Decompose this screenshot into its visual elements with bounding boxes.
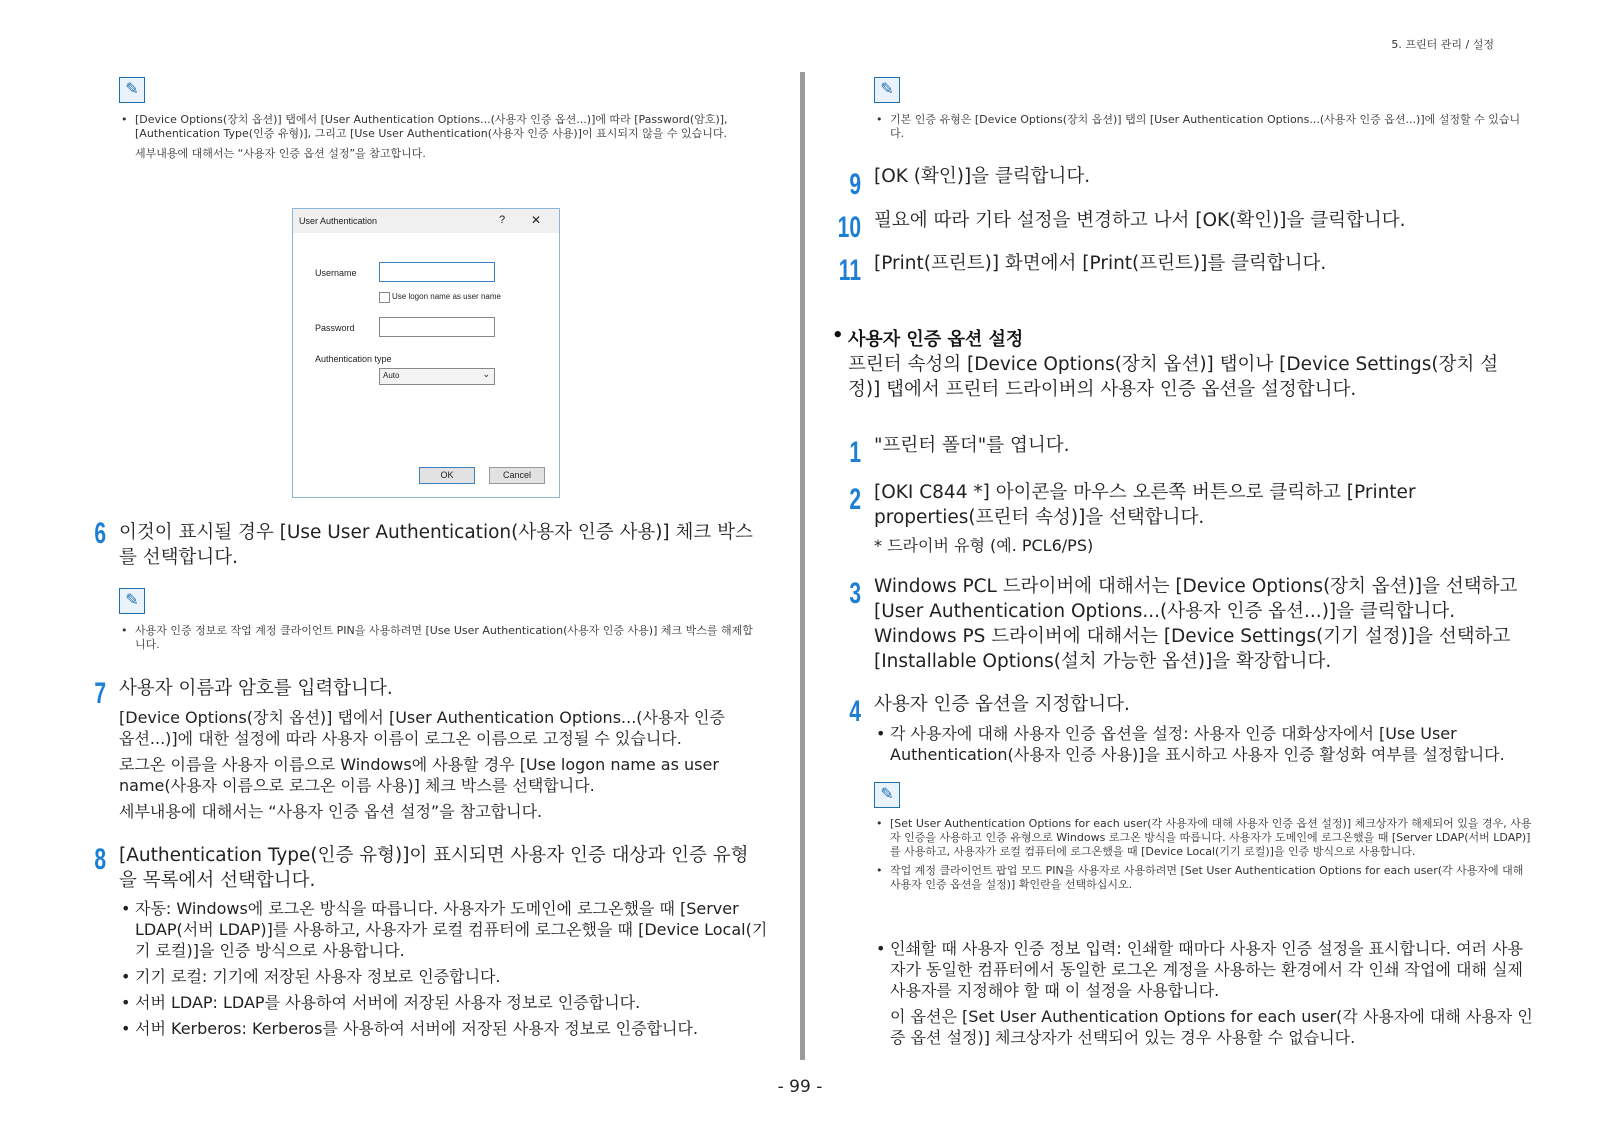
page-number: - 99 - xyxy=(777,1077,823,1097)
step-text: [OKI C844 *] 아이콘을 마우스 오른쪽 버튼으로 클릭하고 [Printer properties(프린터 속성)]을 선택합니다. xyxy=(874,482,1416,528)
step-text: 이것이 표시될 경우 [Use User Authentication(사용자 인증 사용)] 체크 박스를 선택합니다. xyxy=(119,522,753,568)
step-text: [Authentication Type(인증 유형)]이 표시되면 사용자 인증 대상과 인증 유형을 목록에서 선택합니다. xyxy=(119,845,749,891)
username-input[interactable] xyxy=(379,262,495,282)
list-item: • 기기 로컬: 기기에 저장된 사용자 정보로 인증합니다. xyxy=(119,966,779,987)
option-list xyxy=(119,898,779,1044)
step-number: 4 xyxy=(849,695,861,728)
step-body xyxy=(119,707,729,822)
step-number: 3 xyxy=(849,577,861,610)
close-icon[interactable]: ✕ xyxy=(531,213,542,227)
logon-checkbox[interactable] xyxy=(379,292,390,303)
list-item xyxy=(874,938,1534,1048)
step-number: 2 xyxy=(849,483,861,516)
note-box xyxy=(119,624,759,652)
username-label: Username xyxy=(315,268,357,278)
ok-button[interactable]: OK xyxy=(419,467,475,484)
step-number: 7 xyxy=(94,677,106,710)
step-number: 9 xyxy=(849,168,861,201)
user-authentication-dialog xyxy=(292,208,560,498)
help-icon[interactable]: ? xyxy=(499,214,506,226)
paragraph: 세부내용에 대해서는 “사용자 인증 옵션 설정”을 참고합니다. xyxy=(119,802,543,821)
note-box xyxy=(874,113,1524,141)
list-item-text: • 인쇄할 때 사용자 인증 정보 입력: 인쇄할 때마다 사용자 인증 설정을 표시합니다. 여러 사용자가 동일한 컴퓨터에서 동일한 로그온 계정을 사용하는 환경에서 각 인쇄 작업에 대해 실제 사용자를 지정해야 할 때 이 설정을 사용합니다. xyxy=(890,939,1524,1000)
step-text: 사용자 이름과 암호를 입력합니다. xyxy=(119,678,393,699)
section-bullet: • xyxy=(832,325,844,346)
section-title: 사용자 인증 옵션 설정 xyxy=(848,329,1024,350)
list-item: • 서버 Kerberos: Kerberos를 사용하여 서버에 저장된 사용자 정보로 인증합니다. xyxy=(119,1018,779,1039)
note-reference: 세부내용에 대해서는 “사용자 인증 옵션 설정”을 참고합니다. xyxy=(135,147,426,160)
note-icon: ✎ xyxy=(119,77,145,103)
step-text: [OK (확인)]을 클릭합니다. xyxy=(874,166,1091,187)
step-text: 사용자 인증 옵션을 지정합니다. xyxy=(874,694,1130,715)
note-box xyxy=(874,817,1534,892)
step-text: Windows PCL 드라이버에 대해서는 [Device Options(장치 옵션)]을 선택하고 [User Authentication Options...(사용자 인증 옵션...)]을 클릭합니다. Windows PS 드라이버에 대해서는 [Device Settings(기기 설정)]을 선택하고 [Installable Options(설치 가능한 옵션)]을 확장합니다. xyxy=(874,576,1518,672)
step-number: 1 xyxy=(849,436,861,469)
cancel-button[interactable]: Cancel xyxy=(489,467,545,484)
option-list xyxy=(874,723,1534,770)
running-header: 5. 프린터 관리 / 설정 xyxy=(1391,38,1494,51)
section-description: 프린터 속성의 [Device Options(장치 옵션)] 탭이나 [Device Settings(장치 설정)] 탭에서 프린터 드라이버의 사용자 인증 옵션을 설정합니다. xyxy=(848,354,1499,400)
step-footnote: * 드라이버 유형 (예. PCL6/PS) xyxy=(874,536,1094,555)
step-number: 6 xyxy=(94,517,106,550)
chevron-down-icon: ⌄ xyxy=(482,369,490,379)
list-item-paragraph: 이 옵션은 [Set User Authentication Options for each user(각 사용자에 대해 사용자 인증 옵션 설정)] 체크상자가 선택되어 있는 경우 사용할 수 없습니다. xyxy=(890,1007,1533,1047)
paragraph: 로그온 이름을 사용자 이름으로 Windows에 사용할 경우 [Use logon name as user name(사용자 이름으로 로그온 이름 사용)] 체크 박스를 선택합니다. xyxy=(119,755,719,795)
note-icon: ✎ xyxy=(874,77,900,103)
step-number: 10 xyxy=(837,211,861,244)
note-bullet: • [Set User Authentication Options for each user(각 사용자에 대해 사용자 인증 옵션 설정)] 체크상자가 해제되어 있을 경우, 사용자 인증을 사용하고 인증 유형으로 Windows 로그온 방식을 따릅니다. 사용자가 도메인에 로그온했을 때 [Server LDAP(서버 LDAP)]를 사용하고, 사용자가 로컬 컴퓨터에 로그온했을 때 [Device Local(기기 로컬)]을 인증 방식으로 사용합니다. xyxy=(874,817,1534,859)
option-list xyxy=(874,938,1534,1053)
note-bullet: • 사용자 인증 정보로 작업 계정 클라이언트 PIN을 사용하려면 [Use User Authentication(사용자 인증 사용)] 체크 박스를 해제합니다. xyxy=(119,624,759,652)
step-text: 필요에 따라 기타 설정을 변경하고 나서 [OK(확인)]을 클릭합니다. xyxy=(874,210,1406,231)
step-text: "프린터 폴더"를 엽니다. xyxy=(874,435,1070,456)
step-number: 11 xyxy=(838,254,861,287)
paragraph: [Device Options(장치 옵션)] 탭에서 [User Authentication Options...(사용자 인증 옵션...)]에 대한 설정에 따라 사용자 이름이 로그온 이름으로 고정될 수 있습니다. xyxy=(119,708,725,748)
auth-type-value: Auto xyxy=(383,371,400,380)
note-icon: ✎ xyxy=(119,588,145,614)
column-divider xyxy=(800,72,805,1060)
step-number: 8 xyxy=(94,843,106,876)
password-input[interactable] xyxy=(379,317,495,337)
dialog-title: User Authentication xyxy=(299,216,378,226)
password-label: Password xyxy=(315,323,355,333)
auth-type-label: Authentication type xyxy=(315,354,392,364)
step-text: [Print(프린트)] 화면에서 [Print(프린트)]를 클릭합니다. xyxy=(874,253,1327,274)
note-box xyxy=(119,113,769,161)
note-bullet: • 작업 계정 클라이언트 팝업 모드 PIN을 사용자로 사용하려면 [Set User Authentication Options for each user(각 사용자에 대해 사용자 인증 옵션을 설정)] 확인란을 선택하십시오. xyxy=(874,864,1534,892)
auth-type-select[interactable] xyxy=(379,368,495,385)
list-item: • 각 사용자에 대해 사용자 인증 옵션을 설정: 사용자 인증 대화상자에서 [Use User Authentication(사용자 인증 사용)]을 표시하고 사용자 인증 활성화 여부를 설정합니다. xyxy=(874,723,1534,765)
list-item: • 자동: Windows에 로그온 방식을 따릅니다. 사용자가 도메인에 로그온했을 때 [Server LDAP(서버 LDAP)]를 사용하고, 사용자가 로컬 컴퓨터에 로그온했을 때 [Device Local(기기 로컬)]을 인증 방식으로 사용합니다. xyxy=(119,898,779,961)
logon-checkbox-label: Use logon name as user name xyxy=(392,292,501,301)
note-bullet: • [Device Options(장치 옵션)] 탭에서 [User Authentication Options...(사용자 인증 옵션...)]에 따라 [Password(암호)], [Authentication Type(인증 유형)], 그리고 [Use User Authentication(사용자 인증 사용)]이 표시되지 않을 수 있습니다. xyxy=(119,113,769,141)
list-item: • 서버 LDAP: LDAP를 사용하여 서버에 저장된 사용자 정보로 인증합니다. xyxy=(119,992,779,1013)
note-icon: ✎ xyxy=(874,782,900,808)
note-bullet: • 기본 인증 유형은 [Device Options(장치 옵션)] 탭의 [User Authentication Options...(사용자 인증 옵션...)]에 설정할 수 있습니다. xyxy=(874,113,1524,141)
